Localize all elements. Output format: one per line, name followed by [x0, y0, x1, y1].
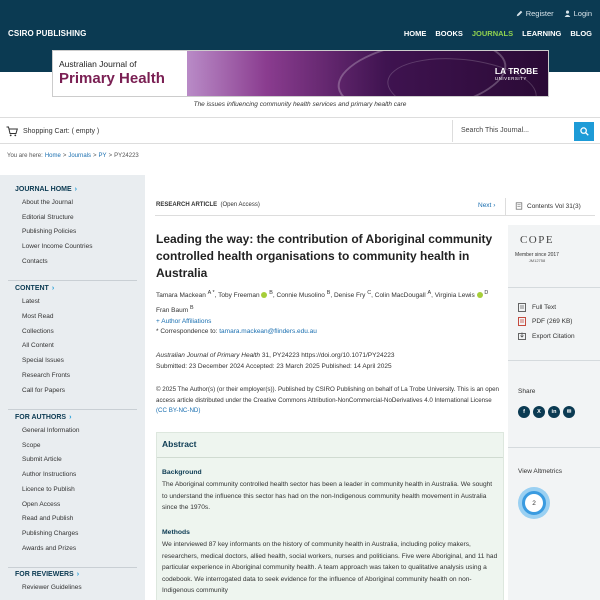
- journal-search: [452, 120, 596, 142]
- sidebar-heading[interactable]: FOR AUTHORS ›: [15, 414, 72, 421]
- divider: [8, 280, 137, 281]
- divider: [508, 287, 600, 288]
- sidebar-item-read-publish[interactable]: Read and Publish: [22, 515, 74, 523]
- citation-block: [156, 350, 496, 372]
- partner-logo: LA TROBE UNIVERSITY: [494, 66, 538, 81]
- author-list: Tamara Mackean $^{A *}$, Toby Freeman $^B$, Connie Musolino $^B$, Denise Fry $^C$, Colin MacDougall $^A$, Virginia Lewis $^D$ Fran Baum $^B$: [156, 290, 489, 315]
- sidebar-heading[interactable]: FOR REVIEWERS ›: [15, 571, 80, 578]
- chevron-right-icon: ›: [74, 186, 77, 193]
- breadcrumb-current: PY24223: [114, 153, 139, 159]
- sidebar-item-latest[interactable]: Latest: [22, 298, 40, 305]
- divider: [508, 360, 600, 361]
- sidebar-item-lower-income[interactable]: Lower Income Countries: [22, 243, 93, 251]
- sidebar-section-reviewers: [0, 571, 82, 596]
- author-musolino[interactable]: Connie Musolino: [276, 292, 325, 300]
- sidebar-item-call-for-papers[interactable]: Call for Papers: [22, 386, 65, 394]
- sidebar-item-special-issues[interactable]: Special Issues: [22, 357, 64, 365]
- divider: [508, 447, 600, 448]
- register-link[interactable]: Register: [516, 9, 554, 18]
- sidebar-section-authors: [0, 414, 79, 556]
- cart-icon: [6, 126, 18, 137]
- sidebar-item-open-access[interactable]: Open Access: [22, 500, 61, 508]
- sidebar-item-scope[interactable]: Scope: [22, 441, 41, 449]
- full-text-link[interactable]: Full Text: [518, 303, 556, 312]
- nav-home[interactable]: HOME: [403, 29, 427, 38]
- sidebar-heading[interactable]: CONTENT ›: [15, 285, 55, 292]
- divider: [8, 567, 137, 568]
- sidebar-item-reviewer-guidelines[interactable]: Reviewer Guidelines: [22, 584, 82, 591]
- author-macdougall[interactable]: Colin MacDougall: [374, 292, 426, 300]
- sidebar-item-collections[interactable]: Collections: [22, 327, 54, 335]
- background-heading: Background: [162, 469, 202, 476]
- divider: [157, 457, 503, 458]
- chevron-right-icon: ›: [51, 285, 55, 292]
- next-article-link[interactable]: Next ›: [478, 202, 496, 209]
- search-icon: [580, 127, 589, 136]
- article-toolbar: [155, 198, 595, 216]
- user-icon: [564, 10, 571, 17]
- cart-search-bar: [0, 117, 600, 144]
- journal-tagline: The issues influencing community health services and primary health care: [193, 101, 407, 108]
- license-text: © 2025 The Author(s) (or their employer(s)). Published by CSIRO Publishing on behalf of La Trobe University. This is an open access article distributed under the Creative Commons Attribution-NonCommercial-NoDerivatives 4.0 International License (CC BY-NC-ND): [156, 386, 499, 414]
- document-icon: [515, 202, 523, 210]
- altmetrics-label: View Altmetrics: [518, 468, 562, 475]
- article-type: RESEARCH ARTICLE (Open Access): [156, 202, 260, 208]
- breadcrumb-journals[interactable]: Journals: [68, 153, 92, 159]
- sidebar: [0, 175, 145, 600]
- pencil-icon: [516, 10, 523, 17]
- sidebar-item-licence[interactable]: Licence to Publish: [22, 485, 75, 493]
- orcid-icon[interactable]: [477, 292, 483, 298]
- abstract-heading: Abstract: [162, 439, 197, 449]
- sidebar-item-editorial[interactable]: Editorial Structure: [22, 213, 74, 221]
- cope-logo: COPE: [519, 234, 555, 246]
- sidebar-section-content: [0, 285, 70, 399]
- author-lewis[interactable]: Virginia Lewis: [434, 292, 475, 300]
- shopping-cart[interactable]: [6, 126, 99, 137]
- sidebar-item-all-content[interactable]: All Content: [22, 342, 54, 350]
- email-icon[interactable]: ✉: [563, 406, 575, 418]
- pdf-link[interactable]: PDF (269 KB): [518, 317, 572, 326]
- methods-heading: Methods: [162, 529, 190, 536]
- nav-blog[interactable]: BLOG: [570, 29, 592, 38]
- article-title: Leading the way: the contribution of Aboriginal community controlled health organisations to community health in Australia: [156, 232, 493, 280]
- export-icon: [518, 332, 526, 341]
- share-buttons: [518, 406, 575, 418]
- breadcrumb: You are here: Home > Journals > PY > PY24223: [7, 153, 139, 159]
- search-button[interactable]: [574, 122, 594, 141]
- nav-learning[interactable]: LEARNING: [522, 29, 562, 38]
- breadcrumb-py[interactable]: PY: [98, 153, 107, 159]
- journal-name: Australian Journal of Primary Health: [156, 352, 261, 359]
- document-icon: [518, 303, 526, 312]
- sidebar-item-submit[interactable]: Submit Article: [22, 456, 62, 464]
- sidebar-item-about[interactable]: About the Journal: [22, 199, 73, 206]
- altmetric-score: 2: [522, 491, 546, 515]
- sidebar-item-general-info[interactable]: General Information: [22, 427, 80, 434]
- author-mackean[interactable]: Tamara Mackean: [156, 292, 206, 300]
- sidebar-item-charges[interactable]: Publishing Charges: [22, 529, 79, 537]
- chevron-right-icon: ›: [76, 571, 80, 578]
- linkedin-icon[interactable]: in: [548, 406, 560, 418]
- cope-badge[interactable]: COPE Member since 2017 JM12758: [512, 234, 562, 263]
- nav-journals[interactable]: JOURNALS: [471, 29, 514, 38]
- facebook-icon[interactable]: f: [518, 406, 530, 418]
- author-affiliations-toggle[interactable]: + Author Affiliations: [156, 318, 212, 325]
- author-baum[interactable]: Fran Baum: [156, 307, 189, 315]
- author-freeman[interactable]: Toby Freeman: [218, 292, 260, 300]
- cart-label[interactable]: Shopping Cart: ( empty ): [23, 128, 100, 135]
- divider: [505, 198, 506, 216]
- correspondence: * Correspondence to: tamara.mackean@flinders.edu.au: [156, 328, 317, 335]
- author-fry[interactable]: Denise Fry: [333, 292, 366, 300]
- sidebar-item-awards[interactable]: Awards and Prizes: [22, 544, 77, 552]
- site-logo[interactable]: CSIRO PUBLISHING: [8, 29, 87, 38]
- login-link[interactable]: Login: [564, 9, 592, 18]
- search-input[interactable]: Search This Journal...: [461, 127, 529, 134]
- background-text: The Aboriginal community controlled health sector has been a leader in community health in Australia. We sought to understand the influence this sector has had on the non-Indigenous community health movement in Australia since the 1970s.: [162, 481, 493, 511]
- main-nav: [404, 29, 592, 38]
- chevron-right-icon: ›: [493, 202, 496, 209]
- sidebar-item-contacts[interactable]: Contacts: [22, 257, 48, 265]
- article-dates: Submitted: 23 December 2024 Accepted: 23 March 2025 Published: 14 April 2025: [156, 363, 392, 370]
- altmetric-badge[interactable]: [518, 487, 550, 519]
- breadcrumb-home[interactable]: Home: [44, 153, 61, 159]
- sidebar-item-policies[interactable]: Publishing Policies: [22, 228, 77, 236]
- nav-books[interactable]: BOOKS: [435, 29, 463, 38]
- doi-citation[interactable]: 31, PY24223 https://doi.org/10.1071/PY24223: [261, 352, 395, 359]
- methods-text: We interviewed 87 key informants on the history of community health in Australia, including policy makers, researchers, medical doctors, allied health, social workers, nurses and politicians. Five were Aboriginal, and 11 had particular experience in Aboriginal community health. A team approach was taken to qualitative analysis using a codebook. We interrogated data to seek evidence for the influence of Aboriginal community health on non-Indigenous community: [162, 541, 498, 594]
- sidebar-item-author-instructions[interactable]: Author Instructions: [22, 471, 77, 479]
- journal-title: Australian Journal of Primary Health: [59, 59, 165, 87]
- contents-link[interactable]: Contents Vol 31(3): [515, 202, 581, 210]
- account-links: [516, 9, 592, 18]
- abstract-panel: [156, 432, 504, 600]
- chevron-right-icon: ›: [69, 414, 72, 421]
- export-citation-link[interactable]: Export Citation: [518, 332, 575, 341]
- sidebar-item-most-read[interactable]: Most Read: [22, 312, 54, 320]
- divider: [8, 409, 137, 410]
- sidebar-heading[interactable]: JOURNAL HOME ›: [15, 186, 77, 193]
- pdf-icon: [518, 317, 526, 326]
- x-twitter-icon[interactable]: X: [533, 406, 545, 418]
- license-link[interactable]: (CC BY-NC-ND): [156, 407, 201, 414]
- journal-banner[interactable]: [52, 50, 549, 97]
- share-label: Share: [518, 388, 536, 395]
- orcid-icon[interactable]: [261, 292, 267, 298]
- sidebar-section-journal-home: [0, 186, 92, 270]
- correspondence-email[interactable]: tamara.mackean@flinders.edu.au: [219, 328, 317, 335]
- sidebar-item-research-fronts[interactable]: Research Fronts: [22, 371, 71, 379]
